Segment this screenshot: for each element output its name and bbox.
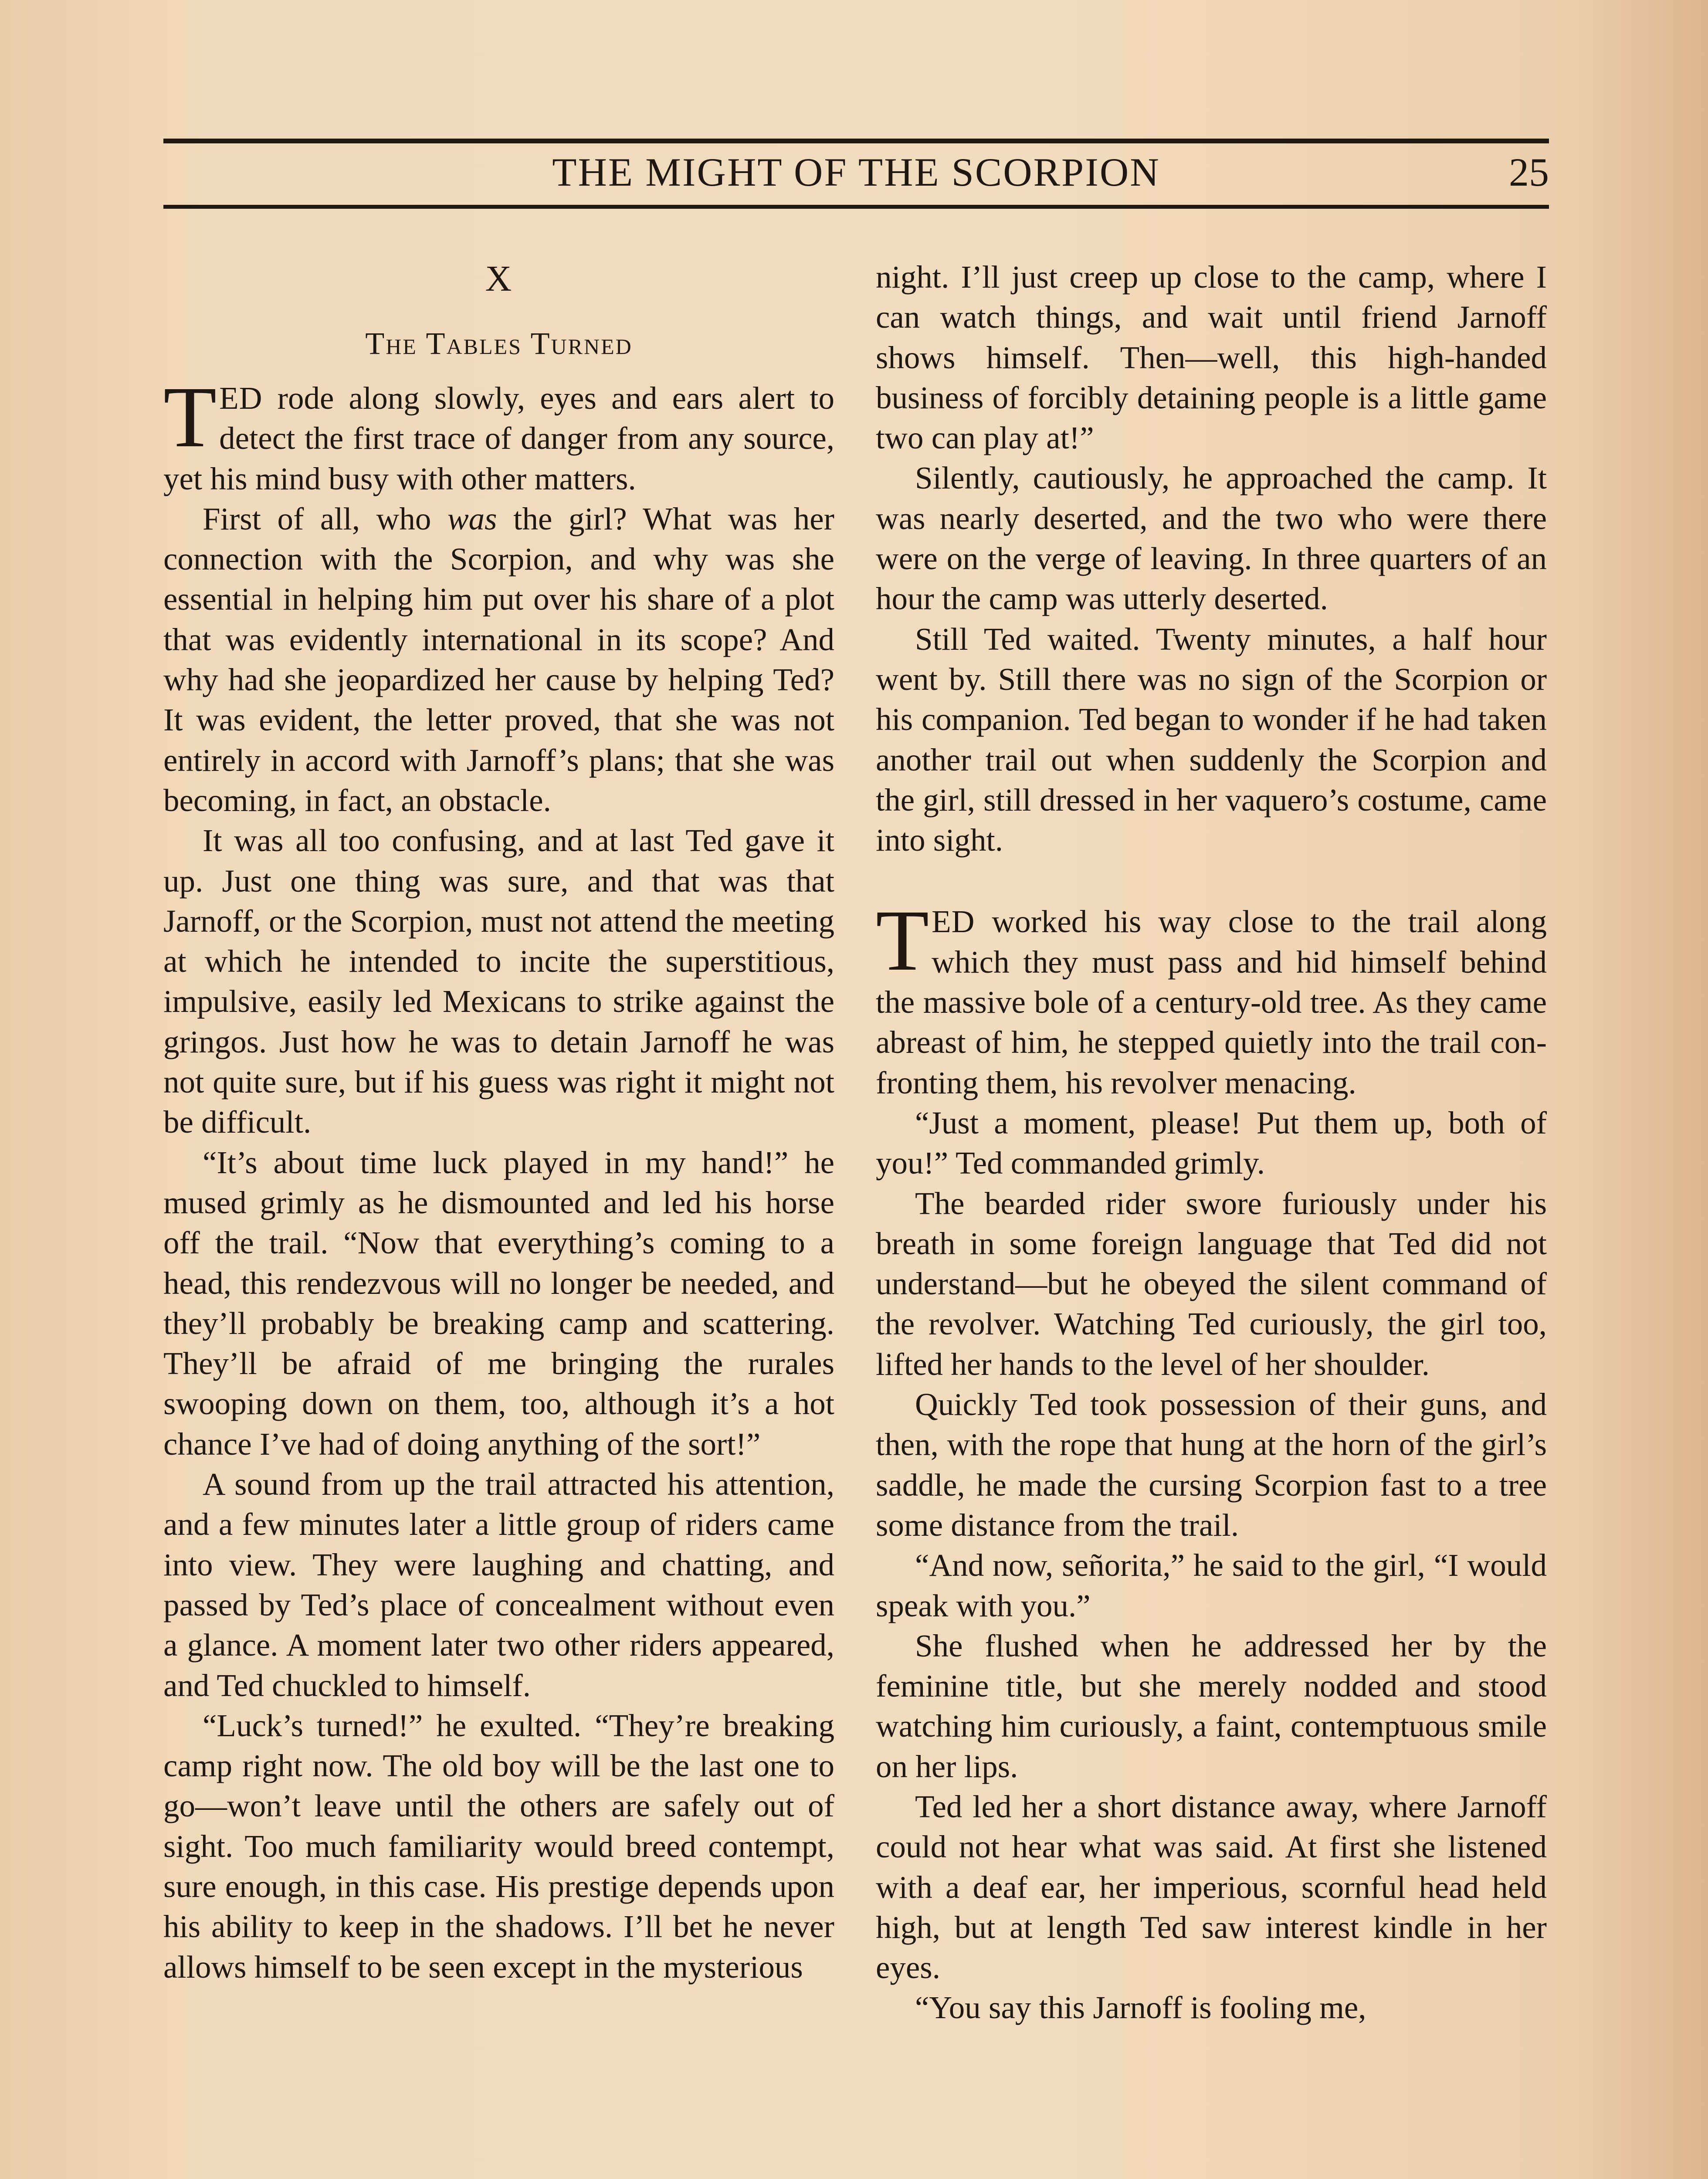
paragraph-text: First of all, who (203, 501, 447, 536)
small-caps-lead: ED (219, 380, 263, 416)
paragraph: Ted led her a short distance away, where Jarnoff could not hear what was said. At first she listened with a deaf ear, her imperious, scornful head held high, but at length Ted saw interest kindle in her eyes. (876, 1789, 1547, 1986)
paragraph: night. I’ll just creep up close to the camp, where I can watch things, and wait until friend Jarnoff shows himself. Then—well, this high-handed business of forcibly detaining people is a little game two can play at!” (876, 259, 1547, 456)
paragraph: “Luck’s turned!” he exulted. “They’re breaking camp right now. The old boy will be the last one to go—won’t leave until the others are safely out of sight. Too much familiarity would breed contempt, sure enough, in this case. His prestige depends upon his ability to keep in the shadows. I’ll bet he never allows himself to be seen except in the mysterious (163, 1707, 834, 1985)
paragraph (876, 893, 1547, 1103)
header-rule-top (163, 139, 1549, 143)
emphasis-text: was (447, 501, 497, 536)
paragraph: It was all too confusing, and at last Ted gave it up. Just one thing was sure, and that was that Jarnoff, or the Scorpion, must not attend the meeting at which he intended to incite the superstitious, impulsive, easily led Mexicans to strike against the gringos. Just how he was to detain Jarnoff he was not quite sure, but if his guess was right it might not be difficult. (163, 823, 834, 1140)
right-column (876, 257, 1547, 2028)
drop-cap: T (876, 893, 929, 989)
drop-cap: T (163, 369, 217, 465)
paragraph-text: worked his way close to the trail along which they must pass and hid himself behind the massive bole of a century-old tree. As they came abreast of him, he stepped quietly into the trail confronting them, his revolver menacing. (876, 904, 1547, 1100)
paragraph-text: rode along slowly, eyes and ears alert to detect the first trace of danger from any source, yet his mind busy with other matters. (163, 380, 834, 496)
paragraph: She flushed when he addressed her by the feminine title, but she merely nodded and stood watching him curiously, a faint, contemptuous smile on her lips. (876, 1628, 1547, 1784)
paragraph: “Just a moment, please! Put them up, both of you!” Ted commanded grimly. (876, 1105, 1547, 1181)
small-caps-lead: ED (932, 904, 975, 940)
paragraph: Silently, cautiously, he approached the camp. It was nearly deserted, and the two who were there were on the verge of leaving. In three quarters of an hour the camp was utterly deserted. (876, 460, 1547, 617)
paragraph-text: the girl? What was her connection with the Scorpion, and why was she essential in helping him put over his share of a plot that was evidently international in its scope? And why had she jeopardized her cause by helping Ted? It was evident, the letter proved, that she was not entirely in accord with Jarnoff’s plans; that she was becoming, in fact, an obstacle. (163, 501, 834, 818)
header-rule-bottom (163, 205, 1549, 209)
paragraph: A sound from up the trail attracted his attention, and a few minutes later a little group of riders came into view. They were laughing and chatting, and passed by Ted’s place of concealment without even a glance. A moment later two other riders appeared, and Ted chuckled to himself. (163, 1466, 834, 1703)
paragraph: Quickly Ted took possession of their guns, and then, with the rope that hung at the horn of the girl’s saddle, he made the cursing Scorpion fast to a tree some distance from the trail. (876, 1387, 1547, 1543)
paragraph (163, 369, 834, 499)
page-number: 25 (1509, 150, 1549, 194)
paragraph (163, 499, 834, 821)
chapter-title: The Tables Turned (365, 326, 633, 361)
running-title: THE MIGHT OF THE SCORPION (552, 150, 1160, 194)
paragraph: The bearded rider swore furiously under his breath in some foreign language that Ted did not understand—but he obeyed the silent command of the revolver. Watching Ted curiously, the girl too, lifted her hands to the level of her shoulder. (876, 1185, 1547, 1382)
chapter-number: X (485, 258, 513, 299)
paragraph: “It’s about time luck played in my hand!” he mused grimly as he dismounted and led his horse off the trail. “Now that everything’s coming to a head, this rendezvous will no longer be needed, and they’ll probably be breaking camp and scattering. They’ll be afraid of me bringing the rurales swooping down on them, too, although it’s a hot chance I’ve had of doing anything of the sort!” (163, 1144, 834, 1462)
left-column (163, 257, 834, 1987)
paragraph: Still Ted waited. Twenty minutes, a half hour went by. Still there was no sign of the Scorpion or his companion. Ted began to wonder if he had taken another trail out when suddenly the Scorpion and the girl, still dressed in her vaquero’s costume, came into sight. (876, 621, 1547, 858)
paragraph: “And now, señorita,” he said to the girl, “I would speak with you.” (876, 1548, 1547, 1623)
paragraph: “You say this Jarnoff is fooling me, (915, 1990, 1366, 2026)
